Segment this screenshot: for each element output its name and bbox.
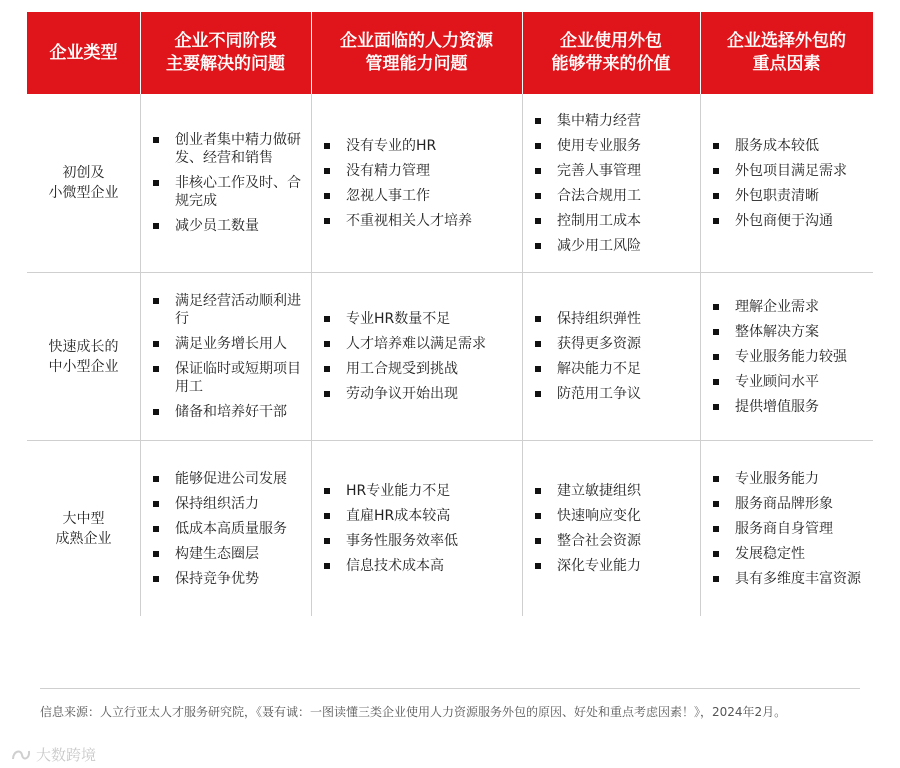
list-item: 防范用工争议 (535, 385, 641, 403)
list-item: 完善人事管理 (535, 162, 641, 180)
cell-values (535, 94, 695, 272)
cell-factors (713, 94, 871, 272)
list-item: 减少员工数量 (153, 217, 305, 235)
list-item: 保持竞争优势 (153, 570, 287, 588)
cell-problems (153, 273, 305, 440)
list-item: 事务性服务效率低 (324, 532, 458, 550)
list-item: 解决能力不足 (535, 360, 641, 378)
list-item: 能够促进公司发展 (153, 470, 287, 488)
cell-problems (153, 441, 305, 616)
header-divider (522, 12, 523, 94)
header-selection-factors: 企业选择外包的 重点因素 (700, 12, 873, 94)
list-item: HR专业能力不足 (324, 482, 458, 500)
list-item: 外包项目满足需求 (713, 162, 847, 180)
list-item: 外包商便于沟通 (713, 212, 847, 230)
list-item: 合法合规用工 (535, 187, 641, 205)
header-outsourcing-value: 企业使用外包 能够带来的价值 (522, 12, 700, 94)
list-item: 建立敏捷组织 (535, 482, 641, 500)
footer-divider (40, 688, 860, 689)
list-item: 使用专业服务 (535, 137, 641, 155)
list-item: 劳动争议开始出现 (324, 385, 486, 403)
header-divider (140, 12, 141, 94)
cell-problems (153, 94, 305, 272)
list-item: 低成本高质量服务 (153, 520, 287, 538)
list-item: 保持组织活力 (153, 495, 287, 513)
cell-hr-issues (324, 441, 518, 616)
list-item: 集中精力经营 (535, 112, 641, 130)
list-item: 具有多维度丰富资源 (713, 570, 861, 588)
column-divider (700, 94, 701, 616)
list-item: 没有专业的HR (324, 137, 472, 155)
list-item: 整合社会资源 (535, 532, 641, 550)
company-type-mature: 大中型 成熟企业 (55, 510, 112, 547)
list-item: 专业服务能力 (713, 470, 861, 488)
list-item: 储备和培养好干部 (153, 403, 305, 421)
list-item: 快速响应变化 (535, 507, 641, 525)
list-item: 减少用工风险 (535, 237, 641, 255)
column-divider (311, 94, 312, 616)
company-type-growth: 快速成长的 中小型企业 (48, 338, 119, 375)
list-item: 服务成本较低 (713, 137, 847, 155)
list-item: 提供增值服务 (713, 398, 847, 416)
list-item: 专业顾问水平 (713, 373, 847, 391)
cell-hr-issues (324, 94, 518, 272)
watermark-text: 大数跨境 (36, 746, 97, 764)
list-item: 构建生态圈层 (153, 545, 287, 563)
column-divider (522, 94, 523, 616)
list-item: 人才培养难以满足需求 (324, 335, 486, 353)
cell-hr-issues (324, 273, 518, 440)
list-item: 获得更多资源 (535, 335, 641, 353)
list-item: 控制用工成本 (535, 212, 641, 230)
list-item: 发展稳定性 (713, 545, 861, 563)
list-item: 直雇HR成本较高 (324, 507, 458, 525)
cell-factors (713, 441, 871, 616)
list-item: 用工合规受到挑战 (324, 360, 486, 378)
list-item: 不重视相关人才培养 (324, 212, 472, 230)
list-item: 服务商自身管理 (713, 520, 861, 538)
header-divider (311, 12, 312, 94)
list-item: 整体解决方案 (713, 323, 847, 341)
company-type-startup: 初创及 小微型企业 (48, 165, 119, 201)
cell-factors (713, 273, 871, 440)
column-divider (140, 94, 141, 616)
list-item: 忽视人事工作 (324, 187, 472, 205)
header-hr-issues: 企业面临的人力资源 管理能力问题 (311, 12, 522, 94)
list-item: 外包职责清晰 (713, 187, 847, 205)
list-item: 满足经营活动顺利进行 (153, 292, 305, 328)
header-company-type: 企业类型 (27, 12, 140, 94)
list-item: 理解企业需求 (713, 298, 847, 316)
list-item: 专业服务能力较强 (713, 348, 847, 366)
cell-values (535, 441, 695, 616)
list-item: 满足业务增长用人 (153, 335, 305, 353)
header-divider (700, 12, 701, 94)
source-citation: 信息来源：人立行亚太人才服务研究院，《聂有诚：一图读懂三类企业使用人力资源服务外包的原因、好处和重点考虑因素！》，2024年2月。 (40, 705, 787, 719)
list-item: 深化专业能力 (535, 557, 641, 575)
list-item: 专业HR数量不足 (324, 310, 486, 328)
cell-values (535, 273, 695, 440)
list-item: 保证临时或短期项目用工 (153, 360, 305, 396)
list-item: 保持组织弹性 (535, 310, 641, 328)
list-item: 创业者集中精力做研发、经营和销售 (153, 131, 305, 167)
list-item: 没有精力管理 (324, 162, 472, 180)
watermark (10, 744, 96, 765)
list-item: 信息技术成本高 (324, 557, 458, 575)
list-item: 服务商品牌形象 (713, 495, 861, 513)
watermark-logo-icon (10, 747, 32, 763)
header-stage-problems: 企业不同阶段 主要解决的问题 (140, 12, 311, 94)
list-item: 非核心工作及时、合规完成 (153, 174, 305, 210)
